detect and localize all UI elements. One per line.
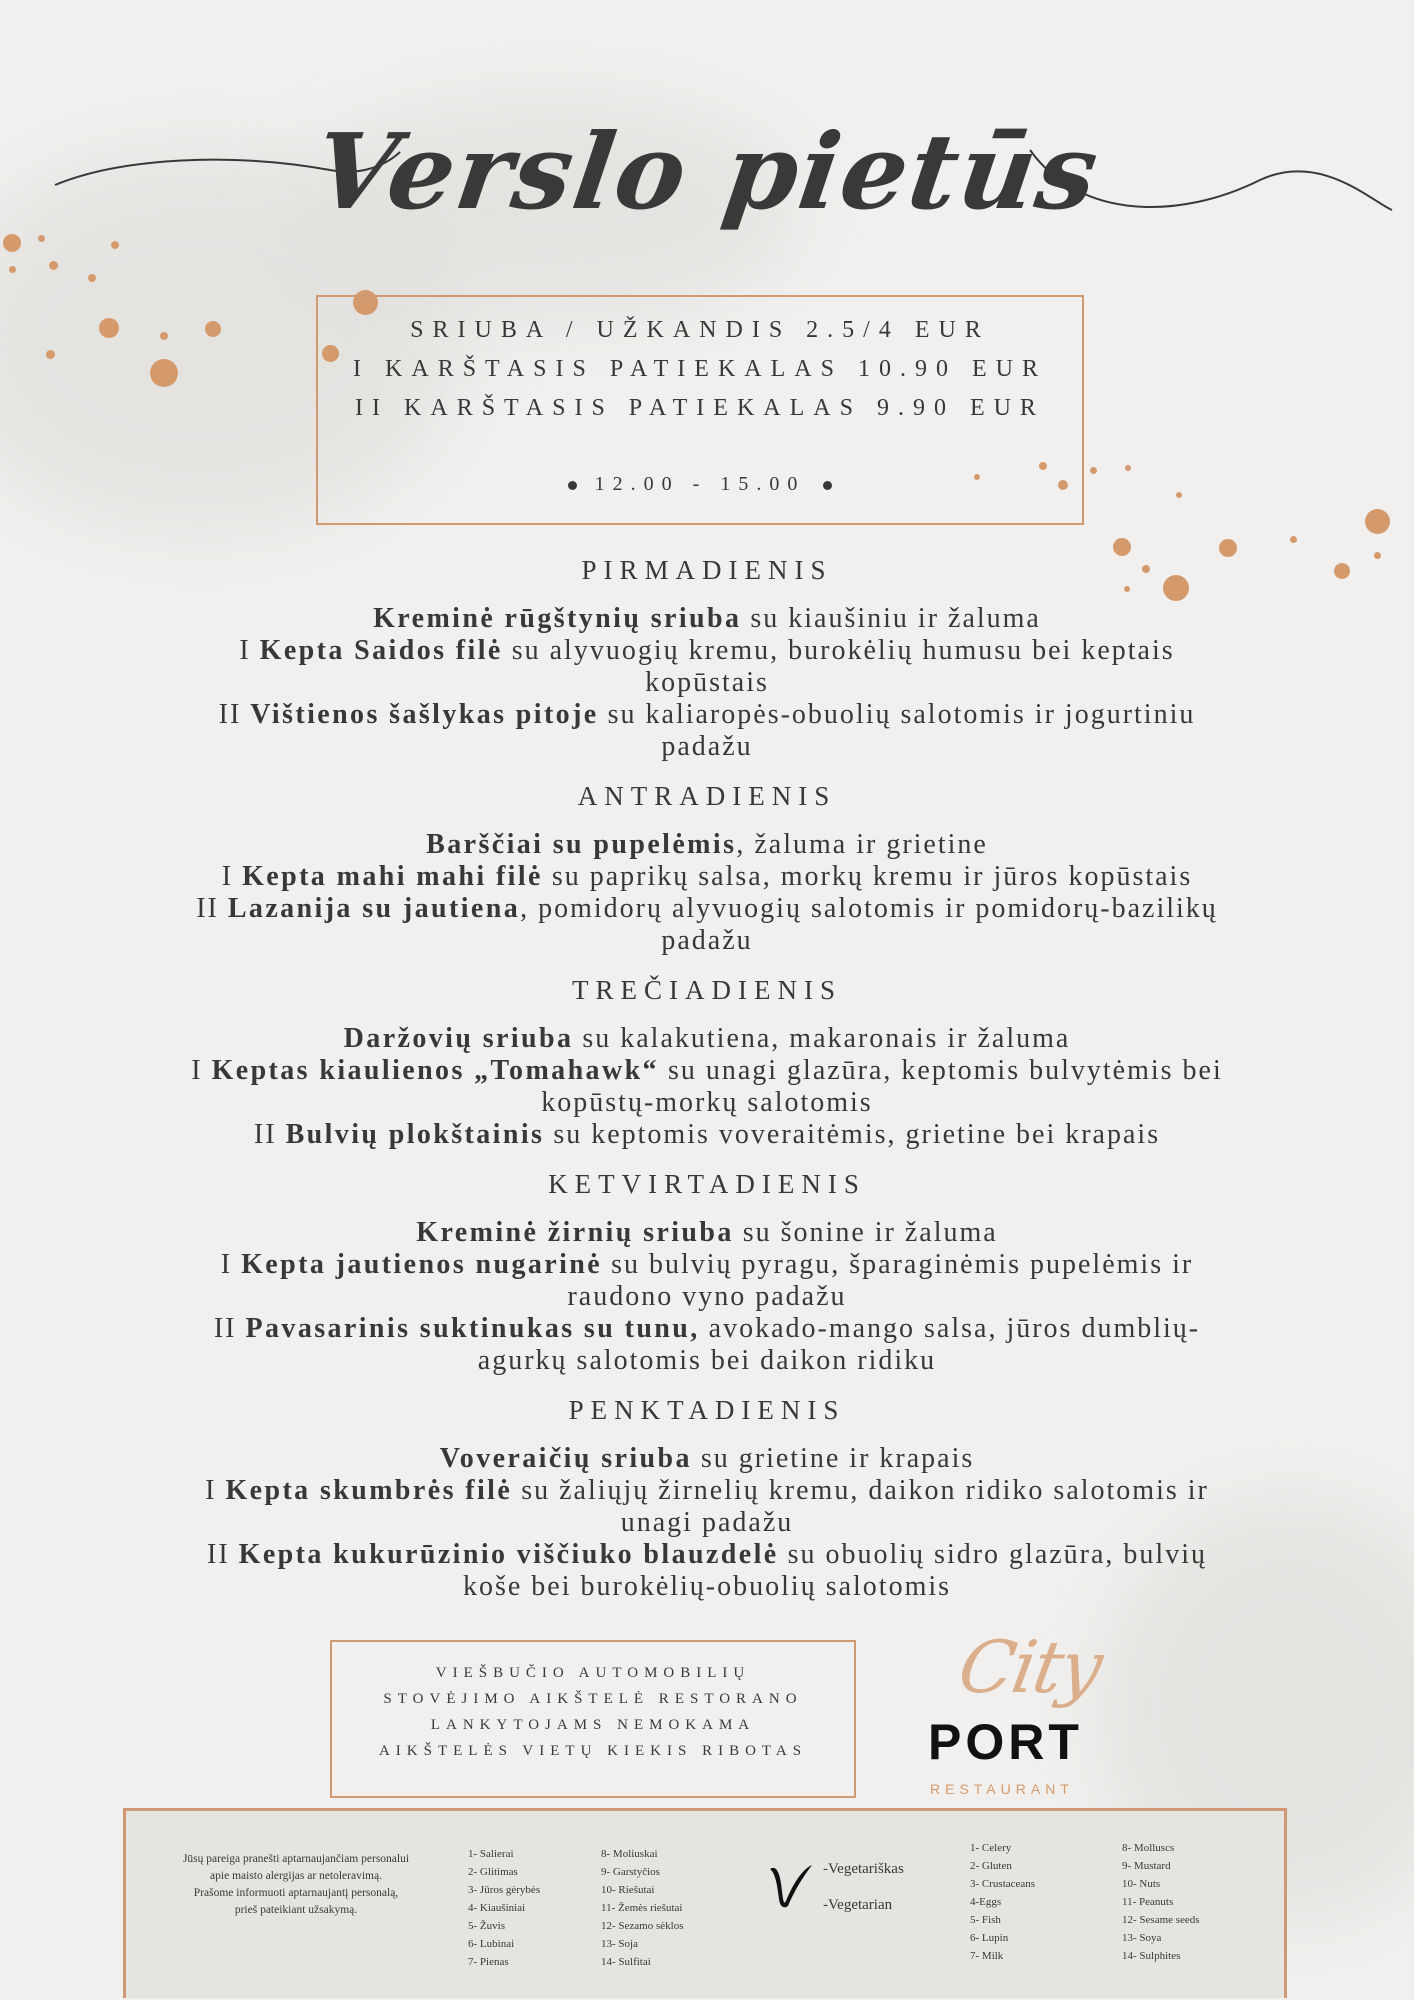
- price-soup: SRIUBA / UŽKANDIS 2.5/4 EUR: [410, 317, 990, 343]
- day-friday: [80, 1395, 1334, 1603]
- menu-line: Kreminė rūgštynių sriuba su kiaušiniu ir žaluma: [373, 603, 1041, 634]
- day-thursday: [80, 1169, 1334, 1377]
- city-port-logo: [920, 1625, 1120, 1805]
- menu-line: Kreminė žirnių sriuba su šonine ir žaluma: [416, 1217, 998, 1248]
- menu-line: raudono vyno padažu: [567, 1281, 847, 1312]
- parking-line: STOVĖJIMO AIKŠTELĖ RESTORANO: [383, 1691, 803, 1707]
- allergen-list-en-2: 8- Molluscs 9- Mustard 10- Nuts 11- Peanuts 12- Sesame seeds 13- Soya 14- Sulphites: [1122, 1842, 1200, 1962]
- day-tuesday: [80, 781, 1334, 957]
- menu-line: Barščiai su pupelėmis, žaluma ir grietine: [426, 829, 988, 860]
- parking-line: AIKŠTELĖS VIETŲ KIEKIS RIBOTAS: [378, 1743, 808, 1759]
- menu-line: agurkų salotomis bei daikon ridiku: [477, 1345, 937, 1376]
- allergen-list-en-1: 1- Celery 2- Gluten 3- Crustaceans 4-Eggs 5- Fish 6- Lupin 7- Milk: [970, 1842, 1036, 1962]
- menu-line: II Vištienos šašlykas pitoje su kaliaropės-obuolių salotomis ir jogurtiniu: [218, 699, 1196, 730]
- allergen-list-lt-2: 8- Moliuskai 9- Garstyčios 10- Riešutai 11- Žemės riešutai 12- Sezamo sėklos 13- Soja 14- Sulfitai: [601, 1848, 684, 1968]
- logo-restaurant: RESTAURANT: [930, 1781, 1074, 1797]
- menu-line: padažu: [661, 925, 753, 956]
- menu-line: I Kepta Saidos filė su alyvuogių kremu, burokėlių humusu bei keptais: [239, 635, 1175, 666]
- menu-line: Voveraičių sriuba su grietine ir krapais: [439, 1443, 975, 1474]
- menu-line: II Bulvių plokštainis su keptomis voveraitėmis, grietine bei krapais: [253, 1119, 1161, 1150]
- menu-line: I Kepta jautienos nugarinė su bulvių pyragu, šparaginėmis pupelėmis ir: [220, 1249, 1194, 1280]
- vegetarian-en: -Vegetarian: [823, 1897, 893, 1913]
- menu-line: II Pavasarinis suktinukas su tunu, avokado-mango salsa, jūros dumblių-: [213, 1313, 1201, 1344]
- serving-hours: [318, 473, 1082, 496]
- menu-line: koše bei burokėlių-obuolių salotomis: [462, 1571, 952, 1602]
- day-wednesday: [80, 975, 1334, 1151]
- menu-line: kopūstais: [645, 667, 769, 698]
- title-area: [0, 70, 1414, 240]
- parking-notice: [330, 1640, 856, 1798]
- day-title: TREČIADIENIS: [572, 975, 842, 1005]
- bullet: [823, 481, 832, 490]
- allergen-notice: Jūsų pareiga pranešti aptarnaujančiam personalui apie maisto alergijas ar netoleravimą. Prašome informuoti aptarnaujantį personalą, prieš pateikiant užsakymą.: [182, 1853, 410, 1916]
- allergen-list-lt-1: 1- Salierai 2- Glitimas 3- Jūros gėrybės 4- Kiaušiniai 5- Žuvis 6- Lubinai 7- Pienas: [468, 1848, 541, 1968]
- bullet: [568, 481, 577, 490]
- menu-line: unagi padažu: [620, 1507, 794, 1538]
- parking-line: LANKYTOJAMS NEMOKAMA: [430, 1717, 756, 1733]
- weekly-menu: [80, 555, 1334, 1621]
- day-title: KETVIRTADIENIS: [548, 1169, 866, 1199]
- price-box: [316, 295, 1084, 525]
- day-title: ANTRADIENIS: [577, 781, 837, 811]
- day-title: PENKTADIENIS: [568, 1395, 846, 1425]
- hours-text: 12.00 - 15.00: [594, 473, 806, 495]
- vegetarian-icon: [766, 1851, 816, 1911]
- page-title: Verslo pietūs: [307, 110, 1107, 233]
- price-main-1: I KARŠTASIS PATIEKALAS 10.90 EUR: [353, 356, 1047, 382]
- menu-line: I Kepta mahi mahi filė su paprikų salsa, morkų kremu ir jūros kopūstais: [221, 861, 1193, 892]
- price-main-2: II KARŠTASIS PATIEKALAS 9.90 EUR: [355, 395, 1045, 421]
- logo-city: City: [952, 1625, 1108, 1709]
- day-title: PIRMADIENIS: [581, 555, 833, 585]
- vegetarian-lt: -Vegetariškas: [823, 1861, 904, 1877]
- day-monday: [80, 555, 1334, 763]
- menu-line: I Kepta skumbrės filė su žaliųjų žirnelių kremu, daikon ridiko salotomis ir: [205, 1475, 1209, 1506]
- menu-line: Daržovių sriuba su kalakutiena, makaronais ir žaluma: [343, 1023, 1071, 1054]
- logo-port: PORT: [928, 1714, 1083, 1770]
- menu-line: I Keptas kiaulienos „Tomahawk“ su unagi glazūra, keptomis bulvytėmis bei: [191, 1055, 1223, 1086]
- menu-line: II Kepta kukurūzinio viščiuko blauzdelė su obuolių sidro glazūra, bulvių: [207, 1539, 1207, 1570]
- parking-line: VIEŠBUČIO AUTOMOBILIŲ: [435, 1665, 751, 1681]
- menu-line: padažu: [661, 731, 753, 762]
- menu-line: II Lazanija su jautiena, pomidorų alyvuogių salotomis ir pomidorų-bazilikų: [196, 893, 1218, 924]
- allergen-panel: [123, 1808, 1287, 1998]
- menu-line: kopūstų-morkų salotomis: [541, 1087, 873, 1118]
